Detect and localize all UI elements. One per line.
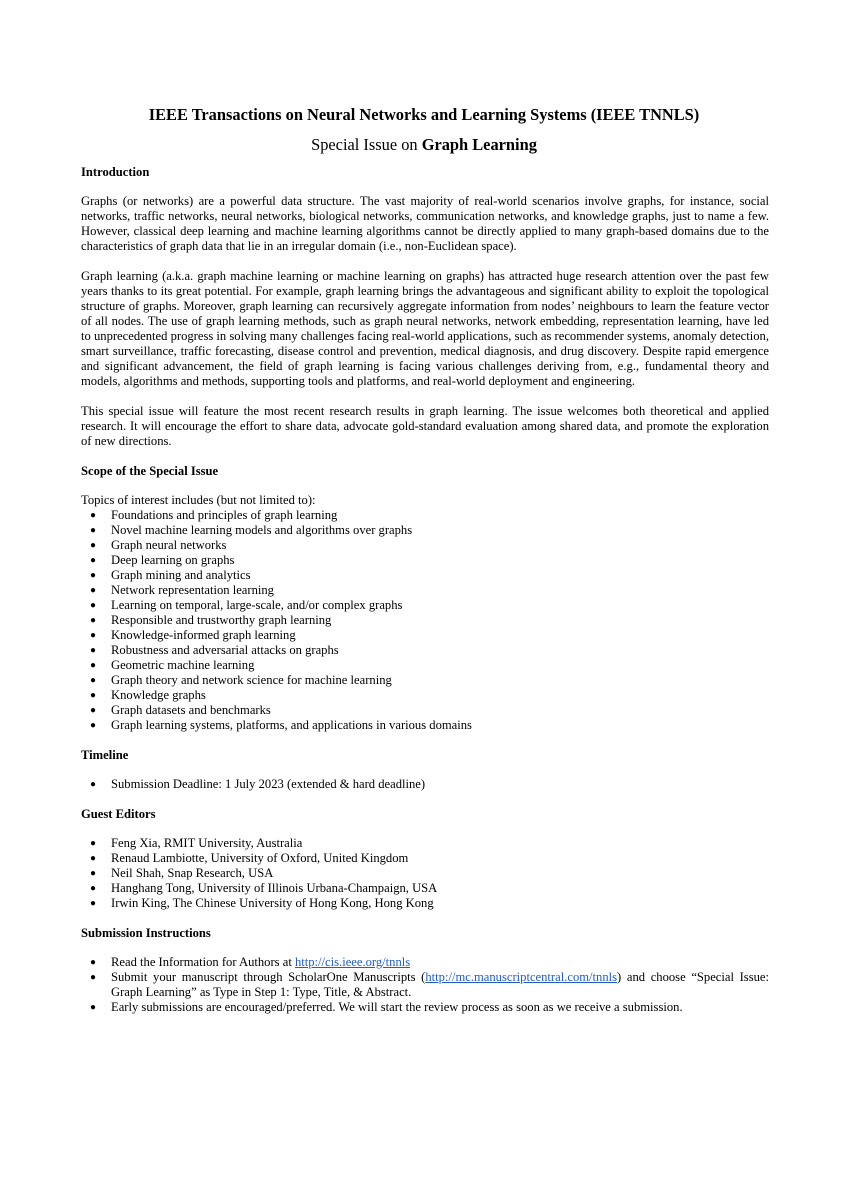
list-item bbox=[81, 836, 769, 851]
timeline-heading: Timeline bbox=[81, 748, 129, 762]
bullet-icon: ● bbox=[90, 898, 97, 909]
bullet-icon: ● bbox=[90, 585, 97, 596]
editor-text: Irwin King, The Chinese University of Hong Kong, Hong Kong bbox=[111, 896, 434, 910]
introduction-heading: Introduction bbox=[81, 165, 150, 179]
list-item bbox=[81, 628, 769, 643]
subtitle-prefix: Special Issue on bbox=[311, 135, 422, 154]
list-item bbox=[81, 523, 769, 538]
manuscript-central-link[interactable]: http://mc.manuscriptcentral.com/tnnls bbox=[425, 970, 618, 984]
bullet-icon: ● bbox=[90, 720, 97, 731]
topic-text: Graph neural networks bbox=[111, 538, 227, 552]
bullet-icon: ● bbox=[90, 675, 97, 686]
list-item bbox=[81, 777, 769, 792]
bullet-icon: ● bbox=[90, 630, 97, 641]
submission-text: Early submissions are encouraged/preferred. We will start the review process as soon as we receive a submission. bbox=[111, 1000, 683, 1014]
bullet-icon: ● bbox=[90, 570, 97, 581]
editor-text: Hanghang Tong, University of Illinois Urbana-Champaign, USA bbox=[111, 881, 438, 895]
bullet-icon: ● bbox=[90, 555, 97, 566]
bullet-icon: ● bbox=[90, 540, 97, 551]
scope-heading: Scope of the Special Issue bbox=[81, 464, 219, 478]
list-item bbox=[81, 583, 769, 598]
list-item bbox=[81, 673, 769, 688]
bullet-icon: ● bbox=[90, 690, 97, 701]
topic-text: Knowledge-informed graph learning bbox=[111, 628, 296, 642]
journal-title: IEEE Transactions on Neural Networks and Learning Systems (IEEE TNNLS) bbox=[148, 105, 700, 124]
scope-intro: Topics of interest includes (but not limited to): bbox=[81, 493, 316, 507]
topic-text: Robustness and adversarial attacks on graphs bbox=[111, 643, 339, 657]
subtitle-topic: Graph Learning bbox=[421, 135, 537, 154]
bullet-icon: ● bbox=[90, 645, 97, 656]
list-item bbox=[81, 866, 769, 881]
topic-text: Novel machine learning models and algorithms over graphs bbox=[111, 523, 413, 537]
bullet-icon: ● bbox=[90, 660, 97, 671]
list-item bbox=[81, 658, 769, 673]
topic-text: Network representation learning bbox=[111, 583, 274, 597]
submission-list bbox=[81, 955, 769, 1015]
list-item bbox=[81, 598, 769, 613]
list-item bbox=[81, 643, 769, 658]
bullet-icon: ● bbox=[90, 883, 97, 894]
topic-text: Geometric machine learning bbox=[111, 658, 255, 672]
intro-paragraph-3: This special issue will feature the most recent research results in graph learning. The issue welcomes both theoretical and applied research. It will encourage the effort to share data, advocate gold-standard evaluation among shared data, and promote the exploration of new directions. bbox=[81, 404, 769, 448]
bullet-icon: ● bbox=[90, 705, 97, 716]
list-item bbox=[81, 881, 769, 896]
author-info-link[interactable]: http://cis.ieee.org/tnnls bbox=[294, 955, 411, 969]
list-item bbox=[81, 508, 769, 523]
deadline-text: Submission Deadline: 1 July 2023 (extended & hard deadline) bbox=[111, 777, 426, 791]
list-item bbox=[81, 613, 769, 628]
bullet-icon: ● bbox=[90, 1002, 97, 1013]
editor-text: Renaud Lambiotte, University of Oxford, United Kingdom bbox=[111, 851, 409, 865]
list-item bbox=[81, 688, 769, 703]
bullet-icon: ● bbox=[90, 779, 97, 790]
list-item bbox=[81, 718, 769, 733]
list-item bbox=[81, 970, 769, 1000]
submission-text-continued: ) and choose “Special Issue: Graph Learning” as Type in Step 1: Type, Title, & Abstract. bbox=[111, 970, 769, 999]
bullet-icon: ● bbox=[90, 868, 97, 879]
submission-heading: Submission Instructions bbox=[81, 926, 211, 940]
intro-paragraph-2: Graph learning (a.k.a. graph machine learning or machine learning on graphs) has attracted huge research attention over the past few years thanks to its great potential. For example, graph learning brings the advantageous and significant ability to exploit the topological structure of graphs. Moreover, graph learning can recursively aggregate information from nodes’ neighbours to learn the feature vector of all nodes. The use of graph learning methods, such as graph neural networks, network embedding, representation learning, have led to unprecedented progress in solving many challenges facing real-world applications, such as recommender systems, anomaly detection, smart surveillance, traffic forecasting, disease control and prevention, medical diagnosis, and drug discovery. Despite rapid emergence and significant advancement, the field of graph learning is facing various challenges deriving from, e.g., fundamental theory and models, algorithms and methods, supporting tools and platforms, and real-world deployment and engineering. bbox=[81, 269, 769, 388]
list-item bbox=[81, 851, 769, 866]
topic-text: Responsible and trustworthy graph learning bbox=[111, 613, 332, 627]
document-body bbox=[81, 165, 769, 1015]
topic-text: Graph theory and network science for machine learning bbox=[111, 673, 392, 687]
submission-text: Read the Information for Authors at bbox=[111, 955, 295, 969]
bullet-icon: ● bbox=[90, 972, 97, 983]
list-item bbox=[81, 1000, 769, 1015]
editor-text: Feng Xia, RMIT University, Australia bbox=[111, 836, 303, 850]
topic-text: Foundations and principles of graph learning bbox=[111, 508, 338, 522]
topic-text: Learning on temporal, large-scale, and/or complex graphs bbox=[111, 598, 403, 612]
bullet-icon: ● bbox=[90, 838, 97, 849]
timeline-list bbox=[81, 777, 769, 792]
bullet-icon: ● bbox=[90, 957, 97, 968]
list-item bbox=[81, 703, 769, 718]
list-item bbox=[81, 955, 769, 970]
submission-text: Submit your manuscript through ScholarOne Manuscripts ( bbox=[111, 970, 426, 984]
editors-list bbox=[81, 836, 769, 911]
list-item bbox=[81, 568, 769, 583]
intro-paragraph-1: Graphs (or networks) are a powerful data structure. The vast majority of real-world scenarios involve graphs, for instance, social networks, traffic networks, neural networks, biological networks, communication networks, and knowledge graphs, just to name a few. However, classical deep learning and machine learning algorithms cannot be directly applied to many graph-based domains due to the characteristics of graph data that lie in an irregular domain (i.e., non-Euclidean space). bbox=[81, 194, 769, 253]
special-issue-subtitle bbox=[0, 135, 848, 155]
bullet-icon: ● bbox=[90, 853, 97, 864]
guest-editors-heading: Guest Editors bbox=[81, 807, 156, 821]
bullet-icon: ● bbox=[90, 525, 97, 536]
editor-text: Neil Shah, Snap Research, USA bbox=[111, 866, 274, 880]
list-item bbox=[81, 538, 769, 553]
list-item bbox=[81, 553, 769, 568]
topic-text: Knowledge graphs bbox=[111, 688, 206, 702]
topic-text: Graph mining and analytics bbox=[111, 568, 251, 582]
topic-text: Deep learning on graphs bbox=[111, 553, 235, 567]
topics-list bbox=[81, 508, 769, 733]
bullet-icon: ● bbox=[90, 615, 97, 626]
bullet-icon: ● bbox=[90, 600, 97, 611]
topic-text: Graph learning systems, platforms, and applications in various domains bbox=[111, 718, 472, 732]
bullet-icon: ● bbox=[90, 510, 97, 521]
list-item bbox=[81, 896, 769, 911]
topic-text: Graph datasets and benchmarks bbox=[111, 703, 271, 717]
